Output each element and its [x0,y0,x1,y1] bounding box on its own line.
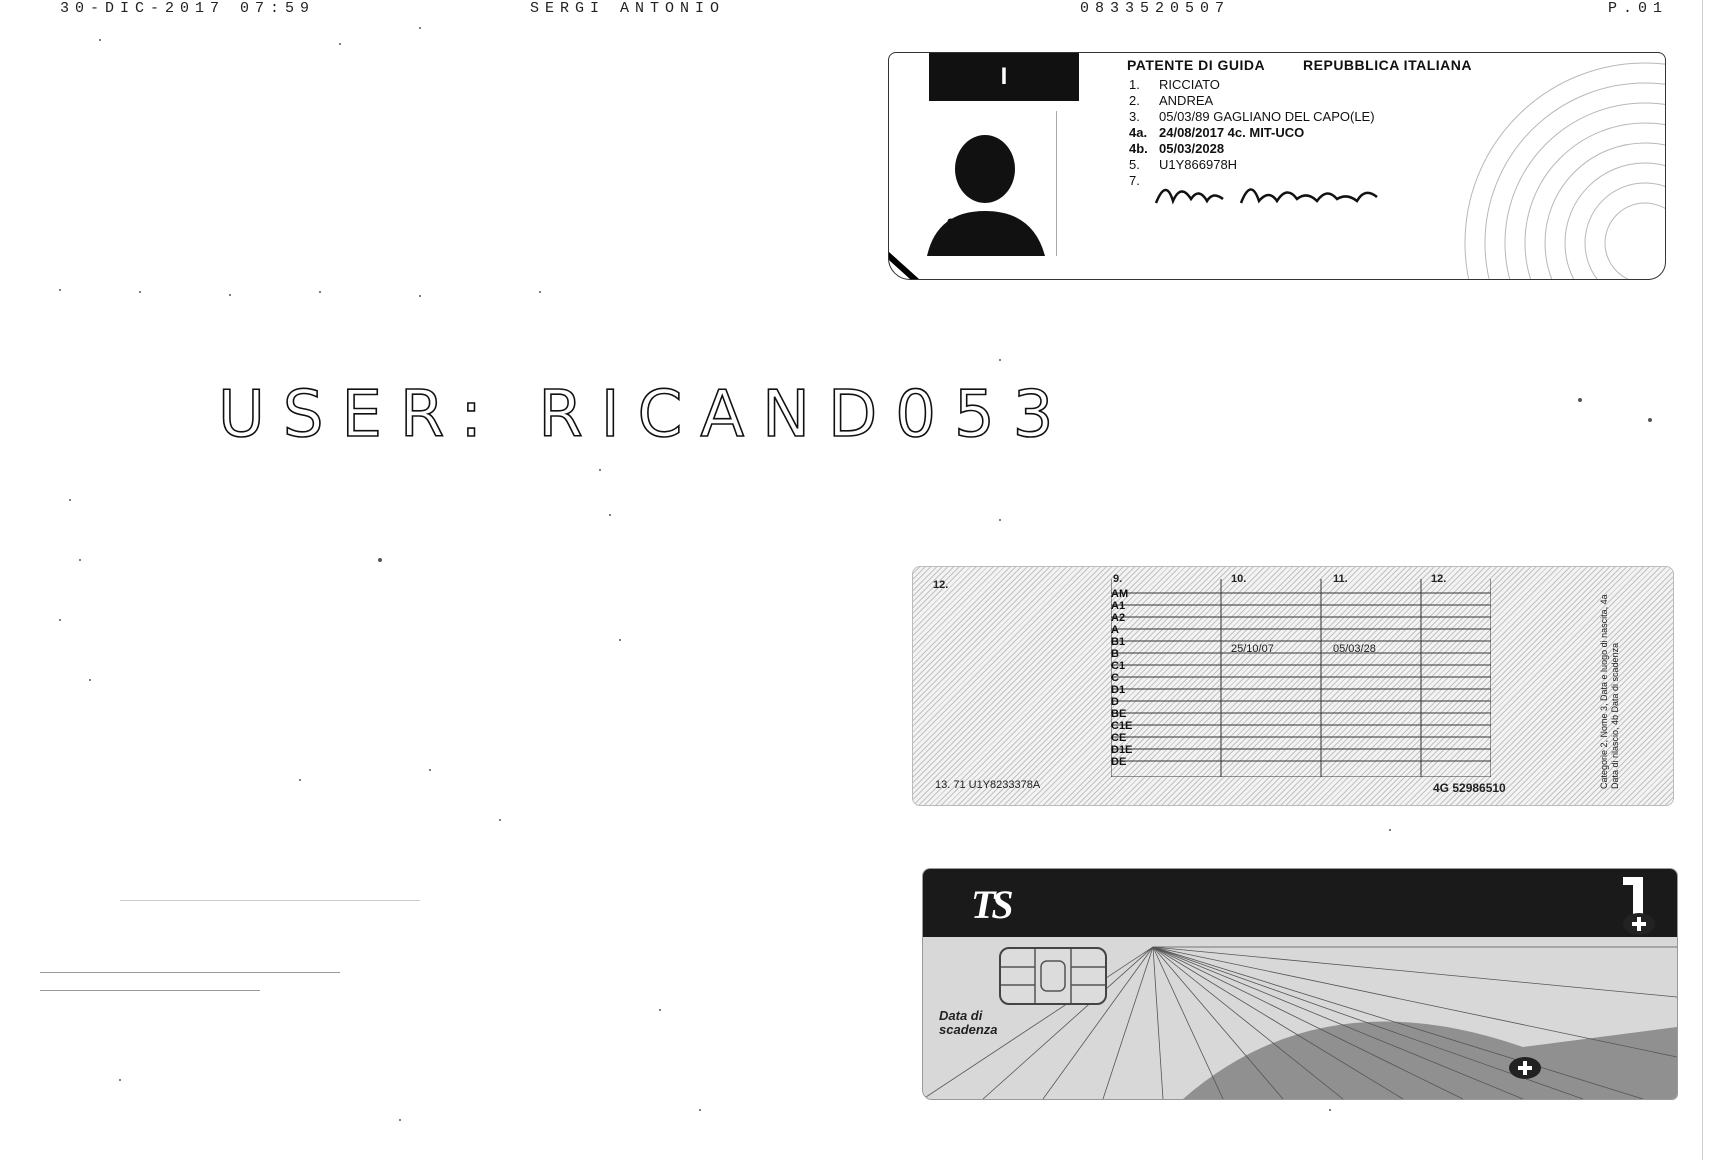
category-item: B1 [1111,636,1126,648]
holder-photo [917,111,1057,256]
smartcard-chip [999,947,1107,1005]
card-header-bar [923,869,1677,937]
license-field: 1. RICCIATO [1129,77,1220,92]
fax-page-number: P.01 [1607,0,1668,17]
license-field: 3. 05/03/89 GAGLIANO DEL CAPO(LE) [1129,109,1375,124]
category-item: D1E [1111,744,1133,756]
health-card [922,868,1678,1100]
fax-header [60,0,1668,20]
license-republic: REPUBBLICA ITALIANA [1303,57,1472,73]
ts-logo: TS [971,882,1010,927]
category-item: A2 [1111,612,1126,624]
expiry-label: Data di scadenza [939,1008,998,1037]
cross-icon [1623,913,1655,935]
col-label: 9. [1113,573,1123,585]
country-code: I [1000,63,1008,90]
category-item: D1 [1111,684,1126,696]
category-item: C1 [1111,660,1126,672]
holder-signature [1151,173,1411,213]
category-list [1111,589,1132,769]
category-item: AM [1111,588,1129,600]
category-item: D [1111,696,1119,708]
legend-vertical-text: Categorie 2, Nome 3, Data e luogo di nascita, 4a Data di rilascio, 4b Data di scadenza [1599,594,1620,789]
category-item: C1E [1111,720,1133,732]
b-expiry-date: 05/03/28 [1333,643,1376,655]
license-field: 4a. 24/08/2017 4c. MIT-UCO [1129,125,1305,140]
category-item: B [1111,648,1119,660]
category-item: C [1111,672,1119,684]
country-code-box [929,53,1079,101]
category-grid [1111,579,1491,777]
guilloche-pattern [1365,53,1665,279]
license-restrictions: 13. 71 U1Y8233378A [935,779,1041,791]
license-field: 2. ANDREA [1129,93,1214,108]
license-field: 7. [1129,173,1140,188]
category-item: CE [1111,732,1127,744]
driving-license-front [888,52,1666,280]
license-title-line [1127,57,1472,73]
category-item: A [1111,624,1119,636]
serial-number: 4G 52986510 [1433,781,1506,795]
fax-phone: 0833520507 [1080,0,1231,17]
license-field: 5. U1Y866978H [1129,157,1238,172]
b-issue-date: 25/10/07 [1231,643,1274,655]
col-label: 11. [1333,573,1348,585]
col-label: 12. [933,579,949,591]
cross-icon [1509,1057,1541,1079]
license-category: 9. B [947,215,973,231]
category-item: A1 [1111,600,1126,612]
category-item: BE [1111,708,1127,720]
handwritten-user-note [218,366,1218,456]
category-item: DE [1111,756,1127,768]
page-edge [1702,0,1703,1160]
fax-date-time: 30-DIC-2017 07:59 [60,0,316,17]
fax-sender: SERGI ANTONIO [530,0,726,17]
license-field: 4b. 05/03/2028 [1129,141,1225,156]
user-note-text: USER: RICAND053 [218,378,1072,452]
license-title: PATENTE DI GUIDA [1127,57,1265,73]
col-label: 12. [1431,573,1447,585]
driving-license-back [912,566,1674,806]
col-label: 10. [1231,573,1247,585]
